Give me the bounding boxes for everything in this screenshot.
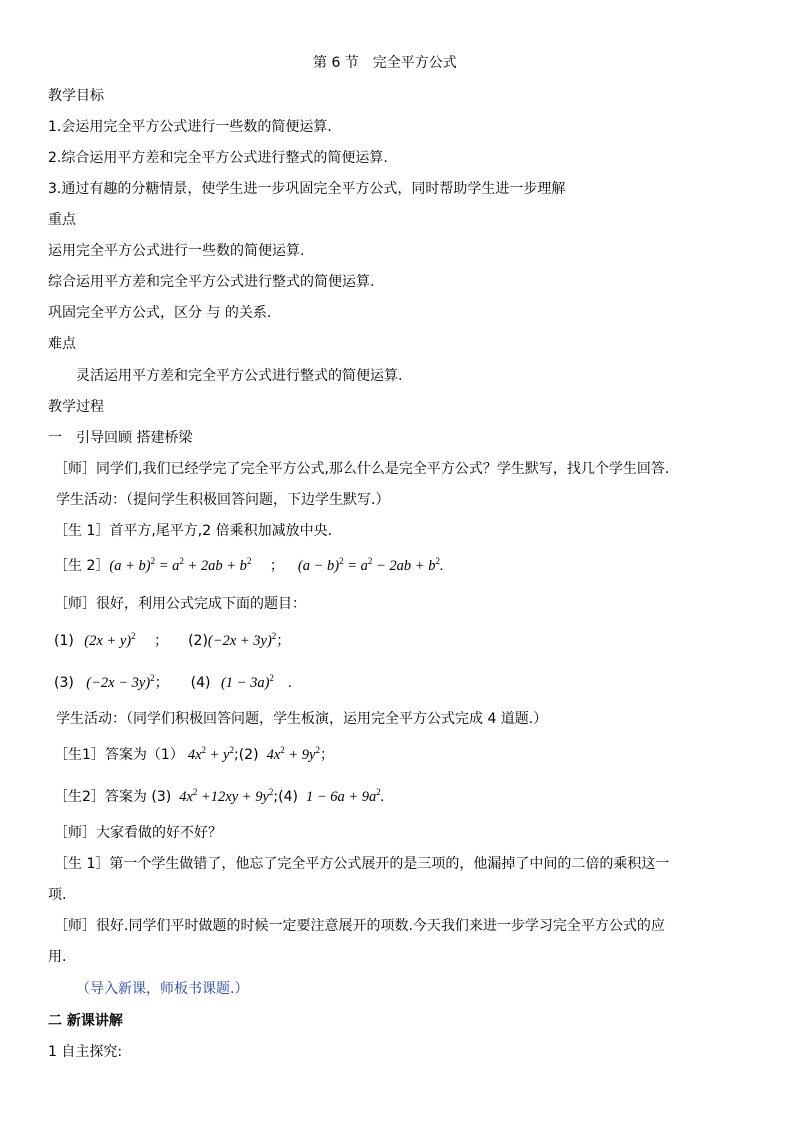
keypoints-heading: 重点 [48,212,76,228]
keypoint-item: 综合运用平方差和完全平方公式进行整式的简便运算. [48,274,375,290]
formula: $(a - b)^2 = a^2 - 2ab + b^2$. [297,556,444,574]
problem-formula: $(2x + y)^2$ [84,631,136,649]
teacher-line: ［师］同学们,我们已经学完了完全平方公式,那么什么是完全平方公式？学生默写，找几个学生回答. [54,461,670,477]
problem-line [54,673,292,693]
teacher-line: ［师］很好，利用公式完成下面的题目： [54,596,306,612]
answer-line [54,745,334,765]
student-line: ［生 1］首平方,尾平方,2 倍乘积加减放中央. [54,523,333,539]
problem-formula: $(-2x + 3y)^2$ [207,631,277,649]
separator: ； [319,747,334,763]
period: . [288,675,292,691]
answer-formula: $4x^2 +12xy + 9y^2$ [179,787,274,805]
student-formula-line [54,556,444,576]
page-title: 第 6 节 完全平方公式 [313,55,457,71]
separator: ； [276,633,291,649]
separator: ； [154,675,169,691]
separator: ;(4) [273,789,298,805]
section-heading: 二 新课讲解 [48,1013,123,1029]
objective-item: 3.通过有趣的分糖情景，使学生进一步巩固完全平方公式，同时帮助学生进一步理解 [48,181,566,197]
answer-label: ［生1］答案为（1） [54,747,184,763]
teacher-line: ［师］大家看做的好不好？ [54,825,222,841]
student-line-cont: 项. [48,887,67,903]
problem-label: (3) [54,675,74,691]
problem-label: (1) [54,633,74,649]
answer-line [54,787,384,807]
answer-formula: $1 - 6a + 9a^2$. [305,787,385,805]
student-line: ［生 1］第一个学生做错了，他忘了完全平方公式展开的是三项的，他漏掉了中间的二倍的乘积这一 [54,856,670,872]
answer-formula: $4x^2 + y^2$ [187,745,234,763]
teacher-line: ［师］很好.同学们平时做题的时候一定要注意展开的项数.今天我们来进一步学习完全平方公式的应 [54,918,665,934]
objective-item: 2.综合运用平方差和完全平方公式进行整式的简便运算. [48,150,388,166]
difficulty-heading: 难点 [48,336,76,352]
separator: ;(2) [234,747,259,763]
problem-formula: $(-2x - 3y)^2$ [86,673,155,691]
teacher-line-cont: 用. [48,949,67,965]
formula: $(a + b)^2 = a^2 + 2ab + b^2$ [109,556,252,574]
intro-note: （导入新课，师板书课题.） [76,981,249,997]
keypoint-item: 巩固完全平方公式，区分 与 的关系. [48,305,272,321]
problem-label: (2) [188,633,208,649]
difficulty-item: 灵活运用平方差和完全平方公式进行整式的简便运算. [76,368,403,384]
answer-formula: $4x^2 + 9y^2$ [266,745,320,763]
process-heading: 教学过程 [48,399,104,415]
answer-label: ［生2］答案为 (3) [54,789,172,805]
objectives-heading: 教学目标 [48,88,104,104]
section-heading: 一 引导回顾 搭建桥梁 [48,430,193,446]
problem-formula: $(1 - 3a)^2$ [220,673,274,691]
activity-line: 学生活动：（同学们积极回答问题，学生板演，运用完全平方公式完成 4 道题.） [56,711,548,727]
activity-line: 学生活动：（提问学生积极回答问题，下边学生默写.） [56,492,390,508]
objective-item: 1.会运用完全平方公式进行一些数的简便运算. [48,119,332,135]
keypoint-item: 运用完全平方公式进行一些数的简便运算. [48,243,305,259]
section-item: 1 自主探究: [48,1044,123,1060]
separator: ； [154,633,169,649]
separator: ； [269,558,284,574]
student-label: ［生 2］ [54,558,110,574]
problem-line [54,631,290,651]
problem-label: (4) [190,675,211,691]
